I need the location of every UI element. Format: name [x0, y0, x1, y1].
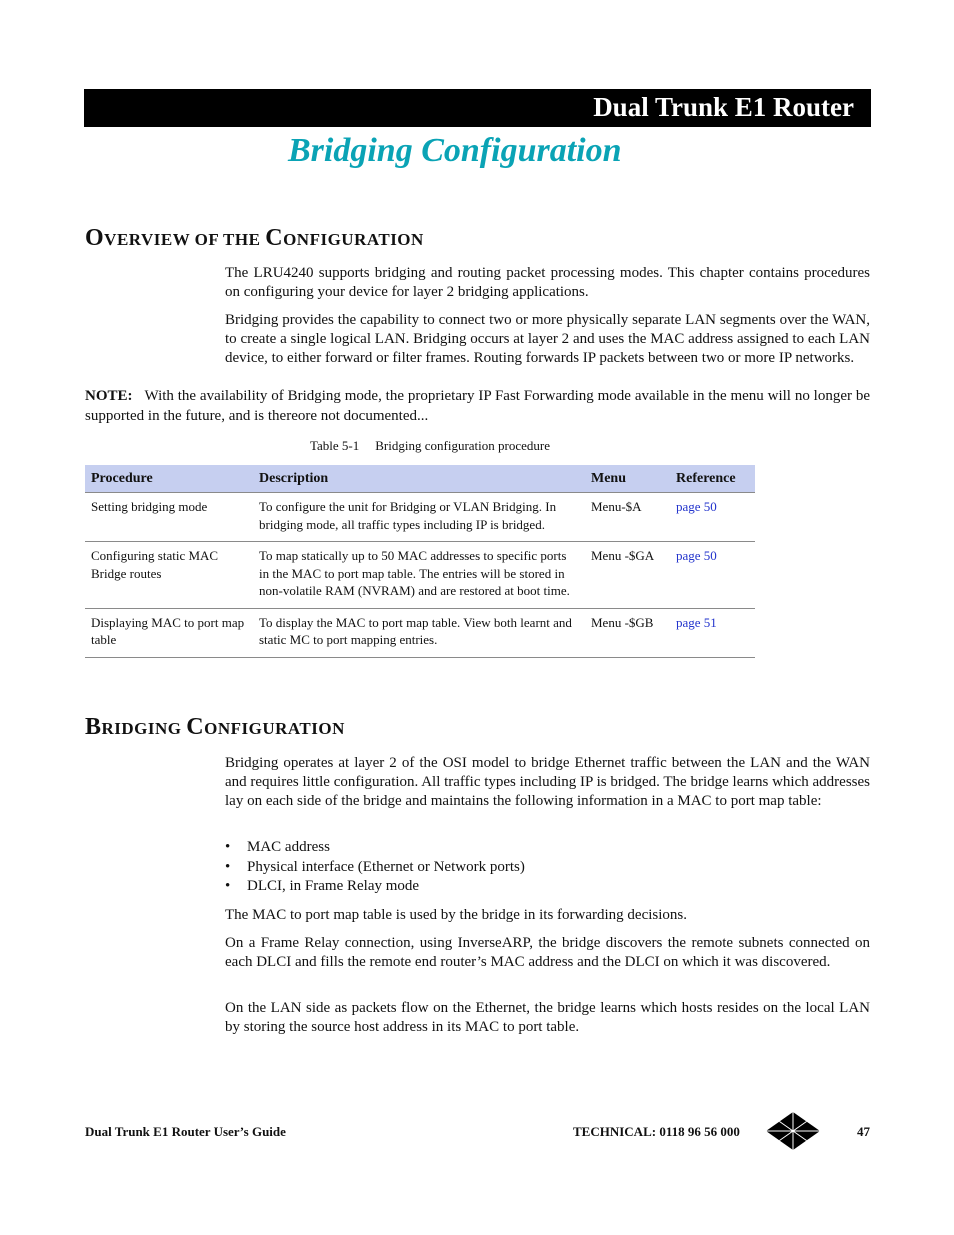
procedure-cell: Configuring static MAC Bridge routes [85, 542, 253, 609]
heading-initial: C [186, 714, 205, 740]
bridging-heading [85, 714, 345, 741]
bullet-list [225, 838, 525, 897]
overview-paragraph-2: Bridging provides the capability to connect two or more physically separate LAN segments over the WAN, to create a single logical LAN. Bridging occurs at layer 2 and uses the MAC address assigned to each LAN device, to either forward or filter frames. Routing forwards IP packets between two or more IP networks. [225, 312, 870, 366]
overview-paragraph-1: The LRU4240 supports bridging and routing packet processing modes. This chapter contains procedures on configuring your device for layer 2 bridging applications. [225, 265, 870, 300]
description-cell: To configure the unit for Bridging or VLAN Bridging. In bridging mode, all traffic types including IP is bridged. [253, 493, 585, 542]
table-row [85, 493, 755, 542]
list-item: • DLCI, in Frame Relay mode [225, 877, 525, 897]
bridging-paragraph-4: On the LAN side as packets flow on the Ethernet, the bridge learns which hosts resides on the local LAN by storing the source host address in its MAC to port table. [225, 1000, 870, 1035]
overview-heading [85, 225, 424, 252]
procedure-cell: Setting bridging mode [85, 493, 253, 542]
heading-initial: O [85, 225, 105, 251]
heading-text: RIDGING [101, 719, 187, 738]
heading-text: ONFIGURATION [204, 719, 345, 738]
note-text: With the availability of Bridging mode, the proprietary IP Fast Forwarding mode available in the menu will no longer be supported in the future, and is thereore not documented... [85, 388, 870, 424]
list-item: • MAC address [225, 838, 525, 858]
menu-cell: Menu -$GA [585, 542, 670, 609]
table-caption [310, 438, 550, 454]
diamond-logo-icon [765, 1111, 821, 1151]
reference-link[interactable]: page 51 [670, 608, 755, 657]
column-header: Reference [670, 465, 755, 493]
column-header: Procedure [85, 465, 253, 493]
column-header: Description [253, 465, 585, 493]
table-row [85, 542, 755, 609]
description-cell: To display the MAC to port map table. View both learnt and static MC to port mapping entries. [253, 608, 585, 657]
menu-cell: Menu -$GB [585, 608, 670, 657]
description-cell: To map statically up to 50 MAC addresses to specific ports in the MAC to port map table. The entries will be stored in non-volatile RAM (NVRAM) and are restored at boot time. [253, 542, 585, 609]
heading-initial: C [265, 225, 284, 251]
note-paragraph [85, 386, 870, 426]
bridging-paragraph-2: The MAC to port map table is used by the bridge in its forwarding decisions. [225, 907, 688, 923]
footer-technical-phone: TECHNICAL: 0118 96 56 000 [573, 1124, 740, 1139]
heading-initial: B [85, 714, 102, 740]
procedure-cell: Displaying MAC to port map table [85, 608, 253, 657]
procedure-table [85, 465, 755, 658]
note-label: NOTE: [85, 388, 133, 404]
table-row [85, 608, 755, 657]
chapter-title: Bridging Configuration [288, 132, 622, 169]
list-item: • Physical interface (Ethernet or Network ports) [225, 858, 525, 878]
bridging-paragraph-3: On a Frame Relay connection, using InverseARP, the bridge discovers the remote subnets connected on each DLCI and fills the remote end router’s MAC address and the DLCI on which it was discovered. [225, 935, 870, 970]
table-caption-number: Table 5-1 [310, 438, 360, 453]
reference-link[interactable]: page 50 [670, 542, 755, 609]
bridging-paragraph-1: Bridging operates at layer 2 of the OSI model to bridge Ethernet traffic between the LAN and the WAN and requires little configuration. All traffic types including IP is bridged. The bridge learns which addresses lay on each side of the bridge and maintains the following information in a MAC to port map table: [225, 755, 870, 809]
header-title: Dual Trunk E1 Router [593, 92, 854, 122]
header-bar [84, 89, 871, 127]
menu-cell: Menu-$A [585, 493, 670, 542]
table-caption-text: Bridging configuration procedure [375, 438, 550, 453]
footer-guide-title: Dual Trunk E1 Router User’s Guide [85, 1124, 286, 1139]
footer-page-number: 47 [857, 1124, 870, 1139]
heading-text: ONFIGURATION [283, 230, 424, 249]
reference-link[interactable]: page 50 [670, 493, 755, 542]
column-header: Menu [585, 465, 670, 493]
heading-text: VERVIEW OF THE [104, 230, 266, 249]
table-header-row [85, 465, 755, 493]
